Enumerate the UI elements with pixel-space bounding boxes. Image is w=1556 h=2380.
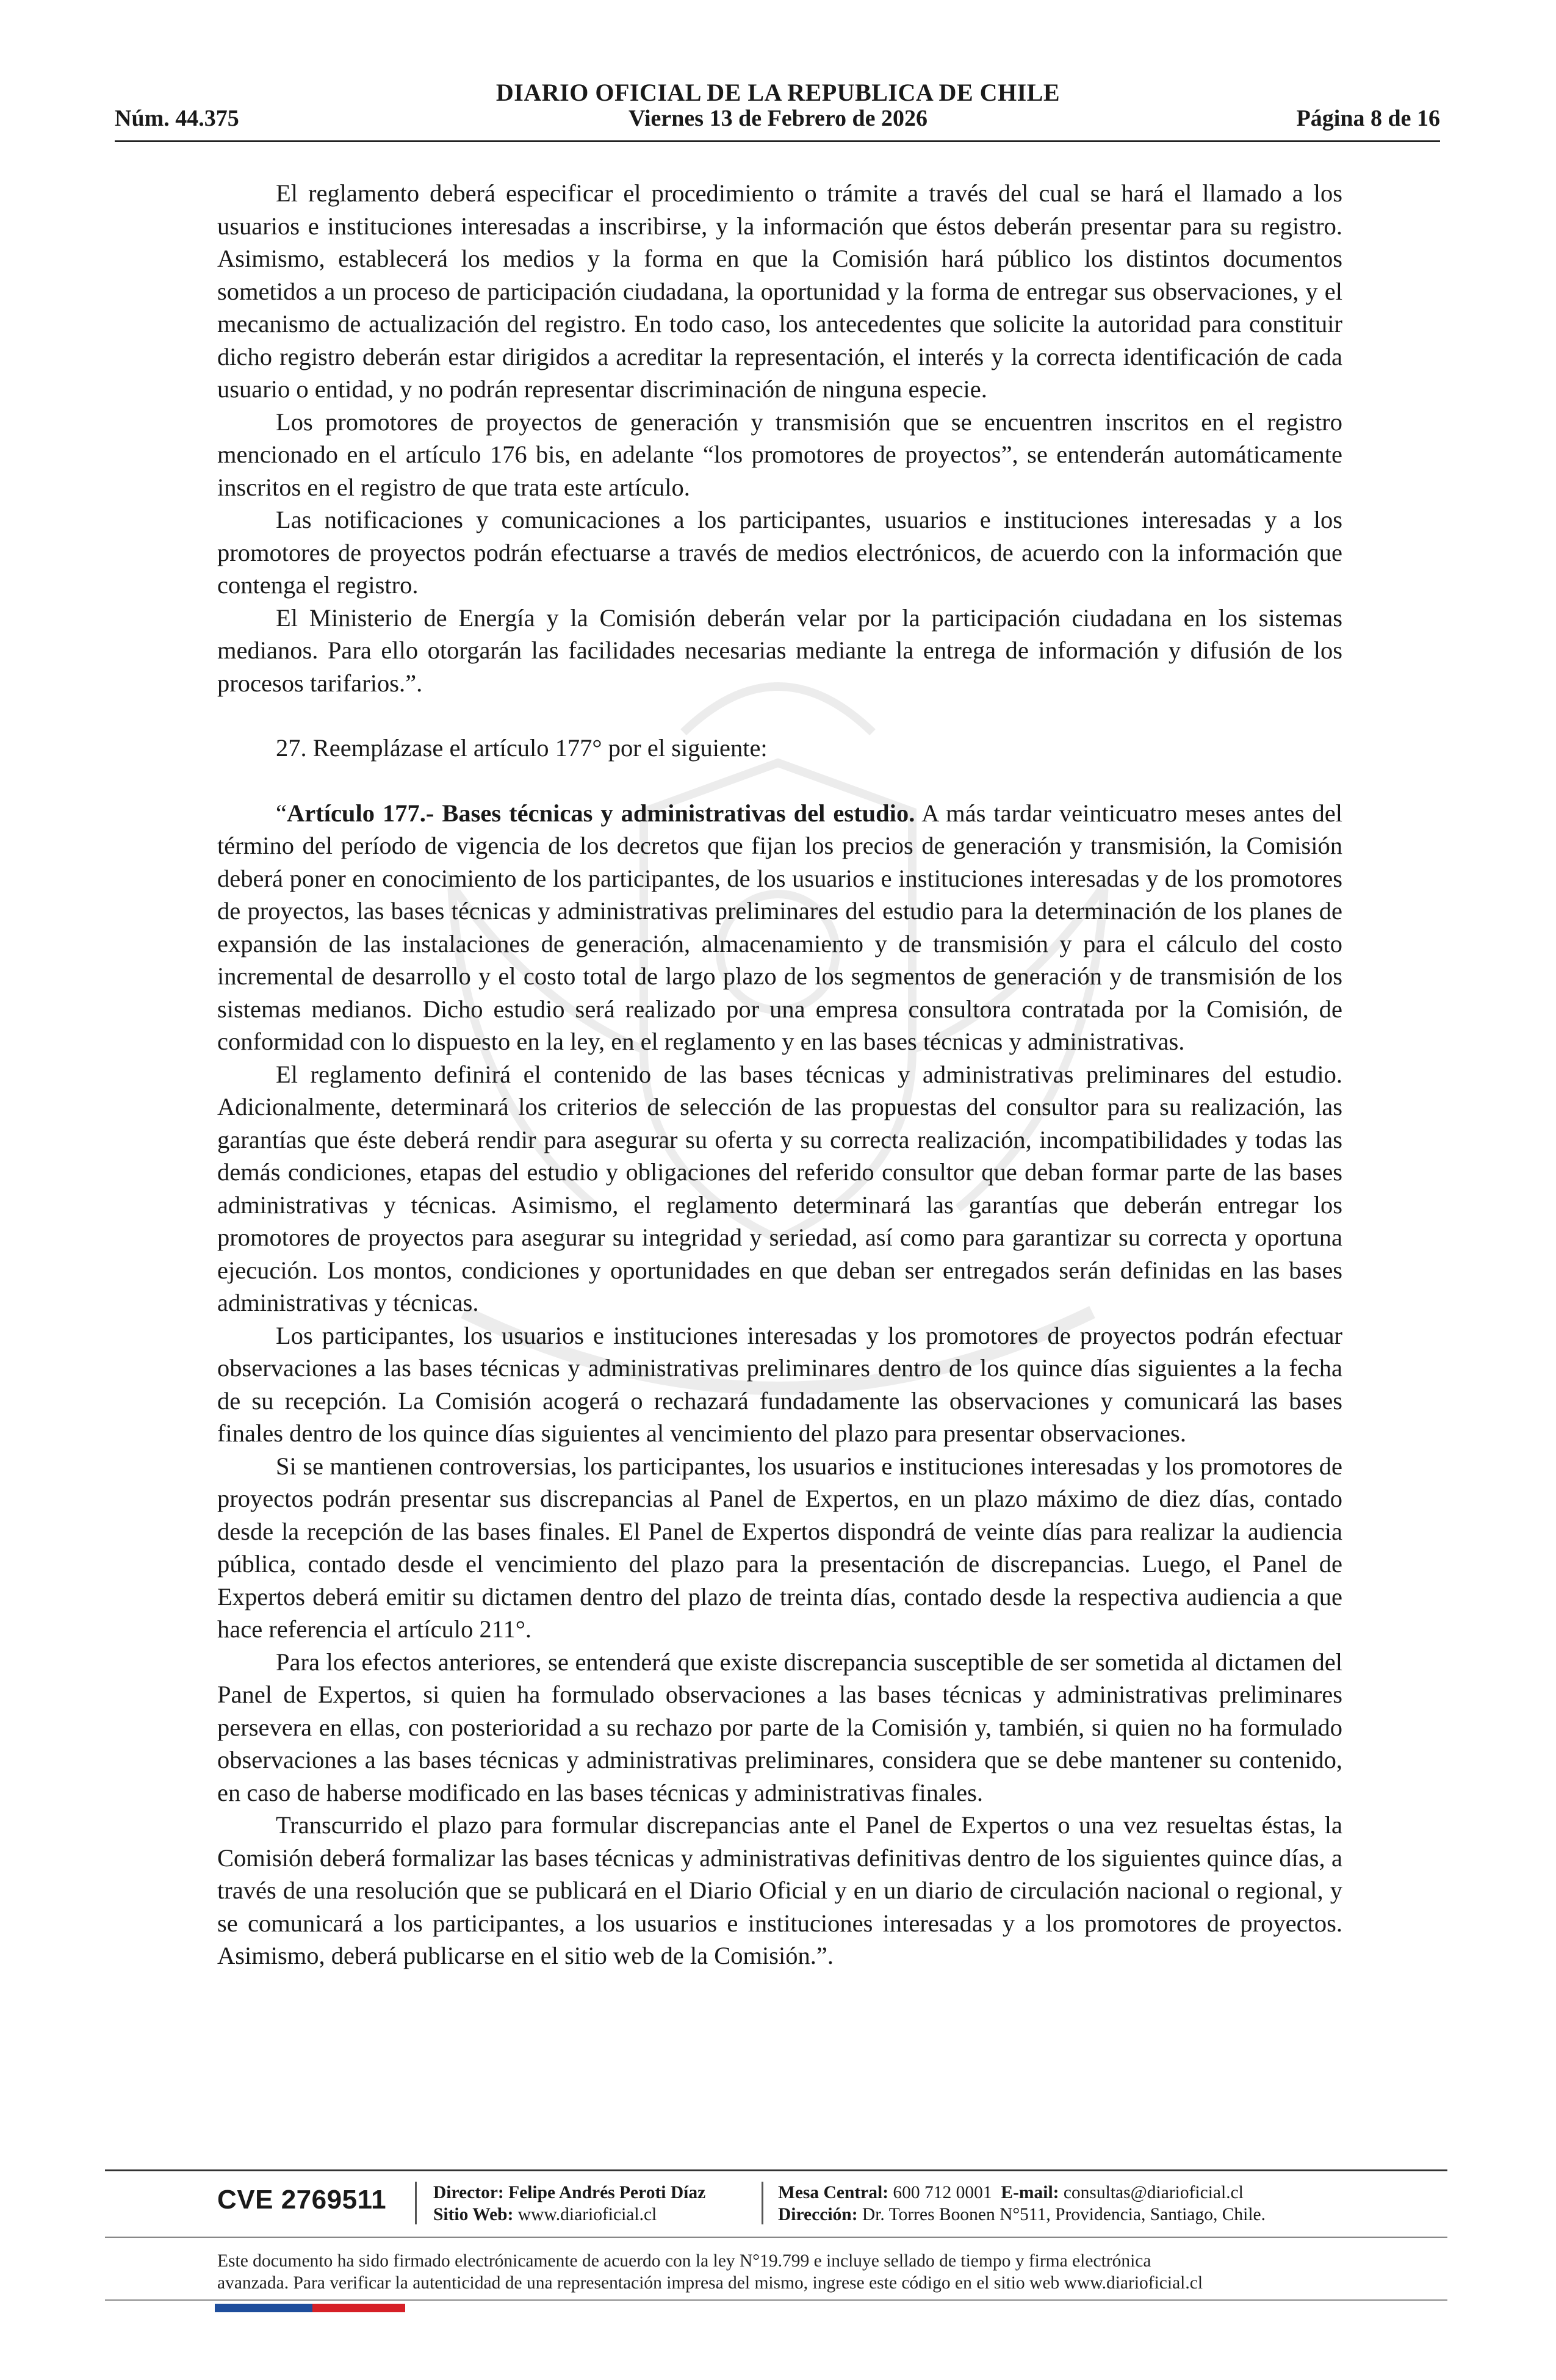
email-link[interactable]: consultas@diarioficial.cl	[1063, 2183, 1244, 2202]
paragraph: Los promotores de proyectos de generación y transmisión que se encuentren inscritos en el registro mencionado en el artículo 176 bis, en adelante “los promotores de proyectos”, se entenderán automáticamente inscritos en el registro de que trata este artículo.	[217, 408, 1342, 501]
open-quote: “	[276, 799, 287, 827]
footer-divider-bottom	[105, 2299, 1447, 2301]
amendment-instruction: 27. Reemplázase el artículo 177° por el siguiente:	[276, 734, 768, 762]
paragraph: Las notificaciones y comunicaciones a los participantes, usuarios e instituciones interesadas y a los promotores de proyectos podrán efectuarse a través de medios electrónicos, de acuerdo con la información que contenga el registro.	[217, 506, 1342, 599]
flag-stripe-blue	[215, 2304, 312, 2312]
director-label: Director:	[433, 2183, 504, 2202]
header-divider	[115, 140, 1440, 142]
legal-line: avanzada. Para verificar la autenticidad de una representación impresa del mismo, ingrese este código en el sitio web www.diarioficial.cl	[217, 2273, 1203, 2293]
flag-stripe-red	[312, 2304, 405, 2312]
phone-number: 600 712 0001	[893, 2183, 992, 2202]
paragraph: El reglamento definirá el contenido de las bases técnicas y administrativas preliminares del estudio. Adicionalmente, determinará los criterios de selección de las propuestas del consultor para su realización, las garantías que éste deberá rendir para asegurar su oferta y su correcta realización, incompatibilidades y todas las demás condiciones, etapas del estudio y obligaciones del referido consultor que deban formar parte de las bases administrativas y técnicas. Asimismo, el reglamento determinará las garantías que deberán entregar los promotores de proyectos para asegurar su integridad y seriedad, así como para garantizar su correcta y oportuna ejecución. Los montos, condiciones y oportunidades en que deban ser entregados serán definidas en las bases administrativas y técnicas.	[217, 1060, 1342, 1316]
footer-divider-top	[105, 2169, 1447, 2171]
article-paragraph	[217, 797, 1342, 1058]
paragraph: Los participantes, los usuarios e instituciones interesadas y los promotores de proyectos podrán efectuar observaciones a las bases técnicas y administrativas preliminares dentro de los quince días siguientes a la fecha de su recepción. La Comisión acogerá o rechazará fundadamente las observaciones y comunicará las bases finales dentro de los quince días siguientes al vencimiento del plazo para presentar observaciones.	[217, 1321, 1342, 1447]
cve-code: CVE 2769511	[217, 2185, 387, 2215]
paragraph: Para los efectos anteriores, se entenderá que existe discrepancia susceptible de ser sometida al dictamen del Panel de Expertos, si quien ha formulado observaciones a las bases técnicas y administrativas preliminares persevera en ellas, con posterioridad a su rechazo por parte de la Comisión y, también, si quien no ha formulado observaciones a las bases técnicas y administrativas preliminares, considera que se debe mantener su contenido, en caso de haberse modificado en las bases técnicas y administrativas finales.	[217, 1648, 1342, 1806]
director-name: Felipe Andrés Peroti Díaz	[508, 2183, 706, 2202]
newspaper-title: DIARIO OFICIAL DE LA REPUBLICA DE CHILE	[495, 79, 1061, 106]
issue-number: Núm. 44.375	[115, 106, 239, 131]
article-heading: Artículo 177.- Bases técnicas y administrativas del estudio.	[286, 799, 915, 827]
footer-separator	[762, 2182, 763, 2224]
email-label: E-mail:	[1001, 2183, 1059, 2202]
paragraph: Transcurrido el plazo para formular discrepancias ante el Panel de Expertos o una vez resueltas éstas, la Comisión deberá formalizar las bases técnicas y administrativas definitivas dentro de los siguientes quince días, a través de una resolución que se publicará en el Diario Oficial y en un diario de circulación nacional o regional, y se comunicará a los participantes, a los usuarios e instituciones interesadas y a los promotores de proyectos. Asimismo, deberá publicarse en el sitio web de la Comisión.”.	[217, 1811, 1342, 1969]
website-label: Sitio Web:	[433, 2205, 514, 2224]
website-link[interactable]: www.diarioficial.cl	[517, 2205, 657, 2224]
paragraph: El reglamento deberá especificar el procedimiento o trámite a través del cual se hará el llamado a los usuarios e instituciones interesadas a inscribirse, y la información que éstos deberán presentar para su registro. Asimismo, establecerá los medios y la forma en que la Comisión hará público los distintos documentos sometidos a un proceso de participación ciudadana, la oportunidad y la forma de entregar sus observaciones, y el mecanismo de actualización del registro. En todo caso, los antecedentes que solicite la autoridad para constituir dicho registro deberán estar dirigidos a acreditar la representación, el interés y la correcta identificación de cada usuario o entidad, y no podrán representar discriminación de ninguna especie.	[217, 179, 1342, 403]
article-body	[217, 177, 1342, 1972]
legal-line: Este documento ha sido firmado electrónicamente de acuerdo con la ley N°19.799 e incluye sellado de tiempo y firma electrónica	[217, 2251, 1151, 2271]
footer-contact-block	[778, 2182, 1266, 2226]
issue-date: Viernes 13 de Febrero de 2026	[628, 106, 928, 131]
address-value: Dr. Torres Boonen N°511, Providencia, Santiago, Chile.	[862, 2205, 1266, 2224]
footer-separator	[415, 2182, 417, 2224]
paragraph: Si se mantienen controversias, los participantes, los usuarios e instituciones interesadas y los promotores de proyectos podrán presentar sus discrepancias al Panel de Expertos, en un plazo máximo de diez días, contado desde la recepción de las bases finales. El Panel de Expertos dispondrá de veinte días para realizar la audiencia pública, contado desde el vencimiento del plazo para la presentación de discrepancias. Luego, el Panel de Expertos deberá emitir su dictamen dentro del plazo de treinta días, contado desde la respectiva audiencia a que hace referencia el artículo 211°.	[217, 1452, 1342, 1643]
address-label: Dirección:	[778, 2205, 858, 2224]
article-text: A más tardar veinticuatro meses antes del término del período de vigencia de los decretos que fijan los precios de generación y transmisión, la Comisión deberá poner en conocimiento de los participantes, de los usuarios e instituciones interesadas y de los promotores de proyectos, las bases técnicas y administrativas preliminares del estudio para la determinación de los planes de expansión de las instalaciones de generación, almacenamiento y de transmisión y para el cálculo del costo incremental de desarrollo y el costo total de largo plazo de los segmentos de generación y de transmisión de los sistemas medianos. Dicho estudio será realizado por una empresa consultora contratada por la Comisión, de conformidad con lo dispuesto en la ley, en el reglamento y en las bases técnicas y administrativas.	[217, 799, 1342, 1055]
paragraph: El Ministerio de Energía y la Comisión deberán velar por la participación ciudadana en los sistemas medianos. Para ello otorgarán las facilidades necesarias mediante la entrega de información y difusión de los procesos tarifarios.”.	[217, 604, 1342, 697]
footer-director-block	[433, 2182, 705, 2226]
page-indicator: Página 8 de 16	[1296, 106, 1440, 131]
legal-notice	[217, 2250, 1352, 2294]
footer-divider-middle	[105, 2237, 1447, 2238]
phone-label: Mesa Central:	[778, 2183, 889, 2202]
